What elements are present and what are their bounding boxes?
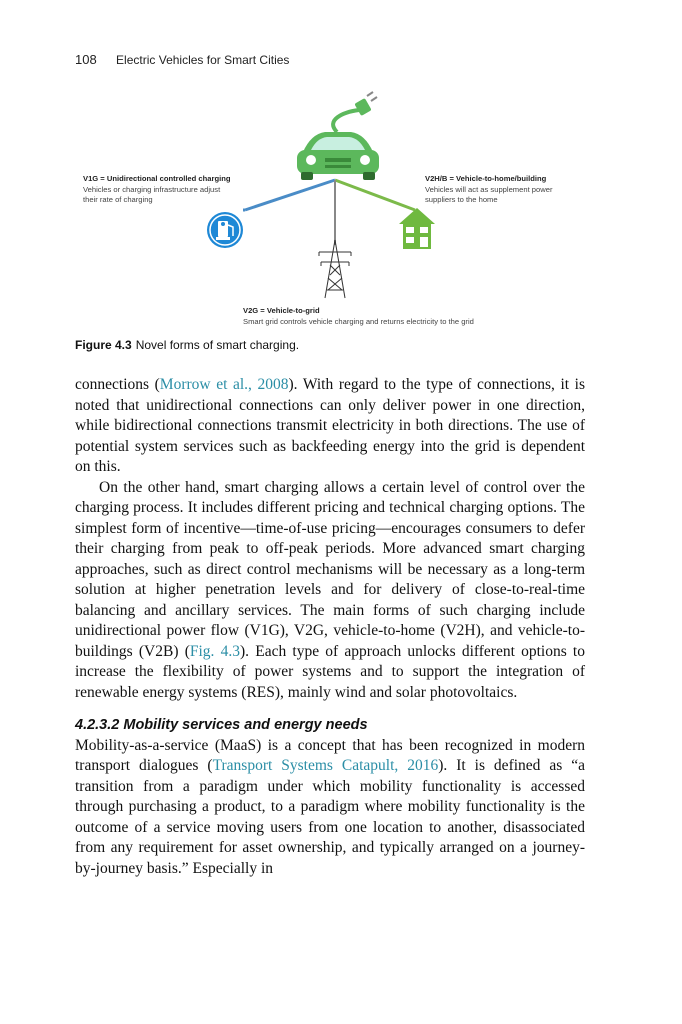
v2h-title: V2H/B = Vehicle-to-home/building	[425, 174, 547, 183]
paragraph-1-text-b: ). With regard to the type of connections, it is noted that unidirectional connections can only deliver power in one direction, while bidirectional connections transmit electricity in both directions. The use of potential system services such as backfeeding energy into the grid is dependent on this.	[75, 376, 585, 475]
paragraph-3	[75, 736, 585, 880]
v1g-label	[83, 174, 230, 206]
paragraph-3-text-b: ). It is defined as “a transition from a paradigm under which mobility functionality is accessed through purchasing a product, to a paradigm where mobility functionality is the outcome of a service moving users from one location to another, disassociated from any requirement for asset ownership, and typically arranged on a journey-by-journey basis.” Especially in	[75, 757, 585, 877]
house-icon	[399, 208, 435, 249]
v1g-line	[245, 180, 335, 210]
v2h-desc-line-1: Vehicles will act as supplement power	[425, 184, 553, 194]
figure-caption	[75, 338, 299, 352]
book-title: Electric Vehicles for Smart Cities	[116, 53, 290, 67]
page-number: 108	[75, 52, 97, 67]
citation-morrow[interactable]: Morrow et al., 2008	[159, 376, 289, 393]
v2h-label	[425, 174, 552, 206]
paragraph-2-text-b: ). Each type of approach unlocks different options to increase the flexibility of power systems and to support the integration of renewable energy systems (RES), mainly wind and solar photovoltaics.	[75, 642, 585, 701]
citation-transport-systems[interactable]: Transport Systems Catapult, 2016	[212, 757, 439, 774]
plug-icon	[333, 92, 377, 132]
v2g-title: V2G = Vehicle-to-grid	[243, 306, 320, 315]
v1g-desc-line-1: Vehicles or charging infrastructure adjust	[83, 184, 221, 194]
power-pylon-icon	[319, 240, 351, 298]
smart-charging-figure	[75, 90, 585, 335]
paragraph-1	[75, 375, 585, 478]
figure-caption-label: Figure 4.3	[75, 338, 132, 352]
citation-fig-4-3[interactable]: Fig. 4.3	[189, 642, 240, 660]
v2h-line	[335, 180, 415, 210]
paragraph-2	[75, 478, 585, 704]
figure-caption-text: Novel forms of smart charging.	[135, 338, 300, 352]
paragraph-2-text-a: On the other hand, smart charging allows a certain level of control over the charging process. It includes different pricing and technical charging options. The simplest form of incentive—time-of-use pricing—encourages consumers to defer their charging from peak to off-peak periods. More advanced smart charging approaches, such as direct control mechanisms will be necessary as a long-term solution at higher penetration levels and for delivery of close-to-real-time balancing and ancillary services. The main forms of such charging include unidirectional power flow (V1G), V2G, vehicle-to-home (V2H), and vehicle-to-buildings (V2B) (	[75, 478, 585, 660]
v1g-title: V1G = Unidirectional controlled charging	[83, 174, 231, 183]
v2g-label	[243, 306, 474, 327]
running-header	[75, 52, 289, 67]
electric-car-icon	[297, 132, 379, 180]
v1g-desc-line-2: their rate of charging	[83, 195, 153, 204]
body-text	[75, 375, 585, 879]
v2h-desc-line-2: suppliers to the home	[425, 195, 498, 204]
v2g-desc: Smart grid controls vehicle charging and returns electricity to the grid	[243, 316, 474, 326]
figure-graphic	[75, 90, 585, 335]
paragraph-1-text-a: connections (	[75, 376, 160, 393]
charging-station-icon	[207, 212, 243, 248]
paragraph-3-text-a: Mobility-as-a-service (MaaS) is a concept that has been recognized in modern transport dialogues (	[75, 736, 585, 774]
section-heading: 4.2.3.2 Mobility services and energy needs	[75, 717, 368, 733]
